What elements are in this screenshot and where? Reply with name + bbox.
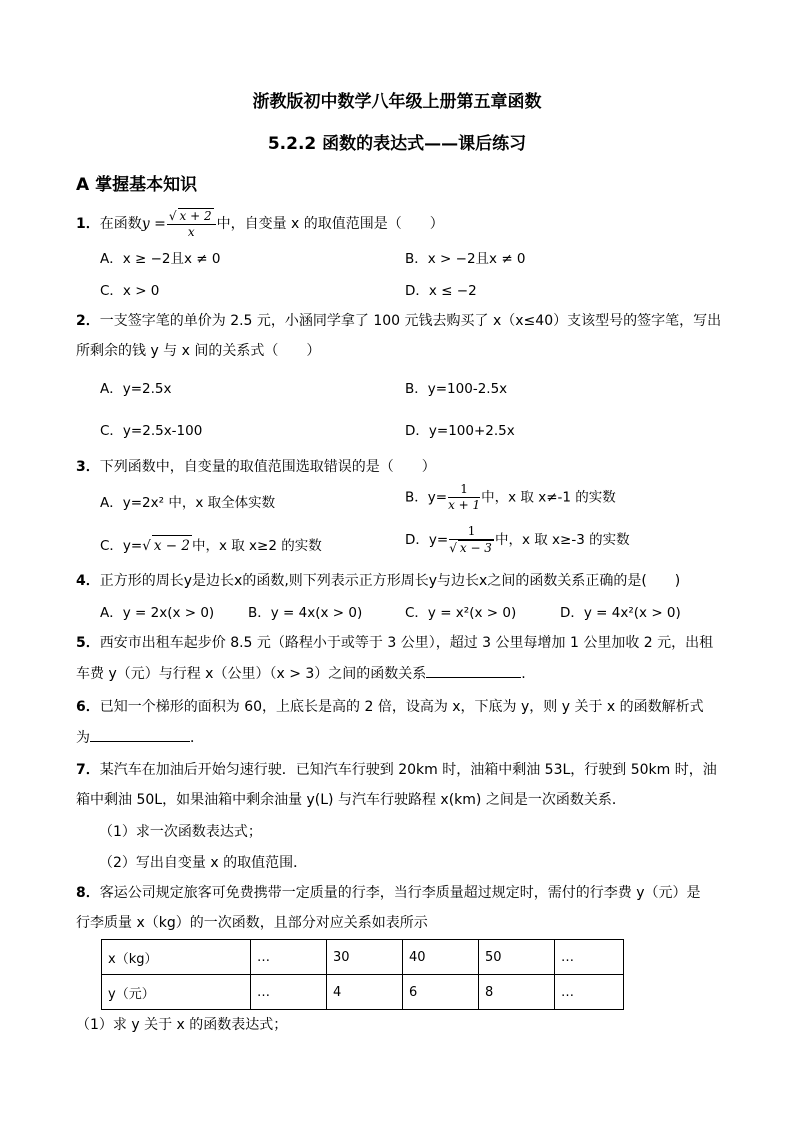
table-cell: 8 xyxy=(479,975,555,1010)
question-5 xyxy=(76,633,726,653)
option-c: C．y = x²(x > 0) xyxy=(405,605,517,621)
table-cell: … xyxy=(555,975,624,1010)
option-c: C．y=√ x − 2 中，x 取 x≥2 的实数 xyxy=(100,535,322,556)
option-a: A．y=2x² 中，x 取全体实数 xyxy=(100,495,276,511)
option-d: D．y=100+2.5x xyxy=(405,423,515,439)
sub-question: （1）求一次函数表达式； xyxy=(99,824,262,840)
question-text: 行李质量 x（kg）的一次函数，且部分对应关系如表所示 xyxy=(76,915,428,931)
table-cell: 4 xyxy=(327,975,403,1010)
table-row xyxy=(102,975,624,1010)
answer-blank[interactable] xyxy=(426,663,521,678)
table-cell: … xyxy=(251,975,327,1010)
option-b: B．y = 4x(x > 0) xyxy=(248,605,363,621)
question-text: 车费 y（元）与行程 x（公里）（x > 3）之间的函数关系 . xyxy=(76,663,726,684)
sub-question: （2）写出自变量 x 的取值范围． xyxy=(99,855,308,871)
option-d: D．y= $\frac{1}{√ x - 3}$ 中，x 取 x≥-3 的实数 xyxy=(405,524,630,555)
data-table xyxy=(101,939,624,1010)
question-number: 1． xyxy=(76,216,100,232)
option-a: A．y=2.5x xyxy=(100,381,172,397)
table-cell: 30 xyxy=(327,940,403,975)
table-cell: y（元） xyxy=(102,975,251,1010)
section-heading: A 掌握基本知识 xyxy=(76,175,198,195)
question-3 xyxy=(76,457,726,477)
question-number: 2． xyxy=(76,313,100,329)
question-text: 为 ． xyxy=(76,727,726,748)
question-number: 5． xyxy=(76,635,100,651)
question-text: 某汽车在加油后开始匀速行驶．已知汽车行驶到 20km 时，油箱中剩油 53L，行驶到 50km 时，油 xyxy=(99,762,717,778)
question-number: 6． xyxy=(76,699,100,715)
option-d: D．y = 4x²(x > 0) xyxy=(560,605,681,621)
sub-question: （1）求 y 关于 x 的函数表达式； xyxy=(76,1017,288,1033)
question-text: 箱中剩油 50L，如果油箱中剩余油量 y(L) 与汽车行驶路程 x(km) 之间是一次函数关系． xyxy=(76,792,626,808)
question-text: 正方形的周长y是边长x的函数,则下列表示正方形周长y与边长x之间的函数关系正确的是( ) xyxy=(99,573,681,589)
question-4 xyxy=(76,571,736,591)
table-row xyxy=(102,940,624,975)
question-text: 西安市出租车起步价 8.5 元（路程小于或等于 3 公里），超过 3 公里每增加 1 公里加收 2 元，出租 xyxy=(99,635,714,651)
question-number: 7． xyxy=(76,762,100,778)
option-c: C．x > 0 xyxy=(100,283,160,299)
question-text: 所剩余的钱 y 与 x 间的关系式（ ） xyxy=(76,343,321,359)
question-7 xyxy=(76,760,726,780)
table-cell: x（kg） xyxy=(102,940,251,975)
document-subtitle: 5.2.2 函数的表达式——课后练习 xyxy=(267,134,527,154)
question-text: 已知一个梯形的面积为 60，上底长是高的 2 倍，设高为 x，下底为 y，则 y 关于 x 的函数解析式 xyxy=(99,699,704,715)
table-cell: 50 xyxy=(479,940,555,975)
question-text: 客运公司规定旅客可免费携带一定质量的行李，当行李质量超过规定时，需付的行李费 y（元）是 xyxy=(99,885,701,901)
table-cell: … xyxy=(555,940,624,975)
table-cell: 6 xyxy=(403,975,479,1010)
question-text: 下列函数中，自变量的取值范围选取错误的是（ ） xyxy=(99,459,436,475)
question-text: 一支签字笔的单价为 2.5 元，小涵同学拿了 100 元钱去购买了 x（x≤40）支该型号的签字笔，写出 xyxy=(99,313,722,329)
option-b: B．x > −2且x ≠ 0 xyxy=(405,251,526,267)
option-a: A．x ≥ −2且x ≠ 0 xyxy=(100,251,221,267)
formula-lhs: y = xyxy=(141,216,166,232)
option-a: A．y = 2x(x > 0) xyxy=(100,605,215,621)
formula-fraction: $\frac{√ x + 2}{x}$ xyxy=(167,208,216,240)
question-6 xyxy=(76,697,726,717)
question-number: 8． xyxy=(76,885,100,901)
document-title: 浙教版初中数学八年级上册第五章函数 xyxy=(252,92,542,112)
option-b: B．y=100-2.5x xyxy=(405,381,508,397)
question-text: 中，自变量 x 的取值范围是（ ） xyxy=(216,216,444,232)
option-c: C．y=2.5x-100 xyxy=(100,423,203,439)
question-1 xyxy=(76,208,726,240)
option-d: D．x ≤ −2 xyxy=(405,283,477,299)
question-2 xyxy=(76,311,726,331)
table-cell: … xyxy=(251,940,327,975)
table-cell: 40 xyxy=(403,940,479,975)
question-number: 4． xyxy=(76,573,100,589)
question-8 xyxy=(76,883,726,903)
answer-blank[interactable] xyxy=(90,727,190,742)
option-b: B．y= $\frac{1}{x + 1}$ 中，x 取 x≠-1 的实数 xyxy=(405,482,616,512)
question-number: 3． xyxy=(76,459,100,475)
question-text: 在函数 xyxy=(99,216,142,232)
